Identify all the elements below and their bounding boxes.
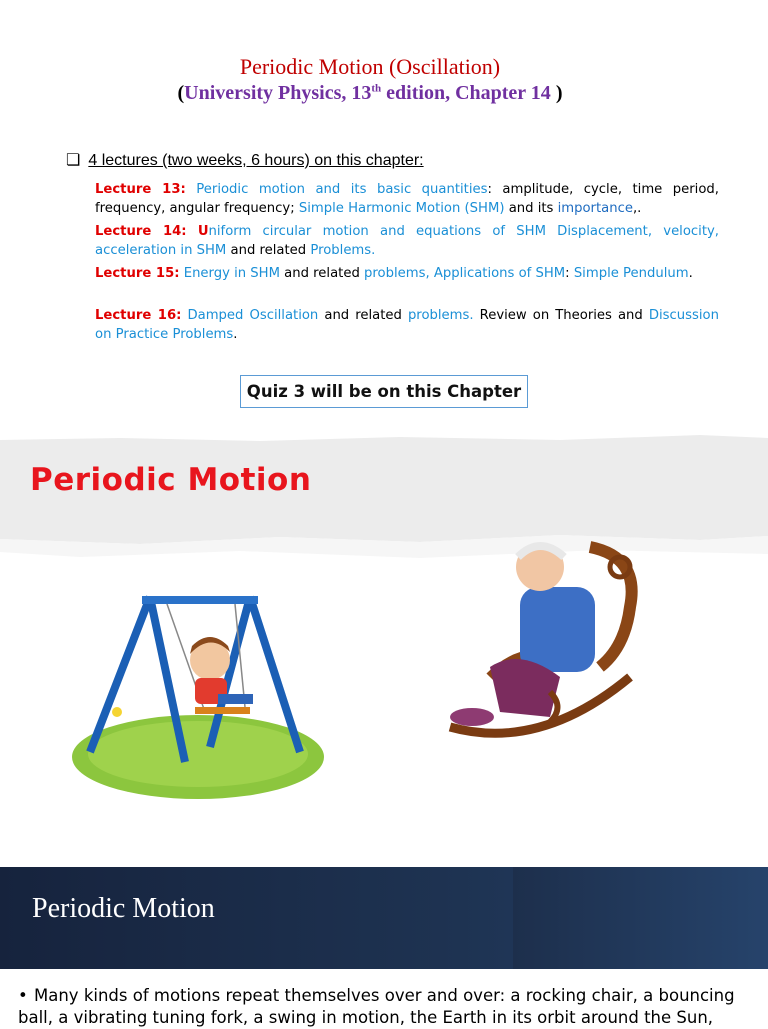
slide-periodic-motion-definition: [0, 867, 768, 1027]
section-heading: Periodic Motion: [30, 462, 312, 498]
rocking-chair-illustration-icon: [430, 527, 650, 742]
subtitle-superscript: th: [371, 82, 382, 95]
lecture-label: Lecture 15:: [95, 266, 180, 281]
lecture-count-text: 4 lectures (two weeks, 6 hours) on this chapter:: [88, 152, 424, 169]
slide-title: Periodic Motion (Oscillation): [239, 54, 501, 79]
lecture-text: and related: [226, 243, 311, 258]
lecture-topic: Problems.: [310, 243, 376, 258]
slide-subtitle: [0, 82, 740, 105]
lecture-topic: problems, Applications of SHM: [364, 266, 566, 281]
slide-lecture-plan: [0, 0, 768, 432]
lecture-15: [95, 264, 719, 283]
subtitle-open-paren: (: [177, 82, 185, 104]
lecture-topic: importance: [557, 201, 633, 216]
lecture-count-bullet: [66, 150, 424, 170]
lecture-initial: U: [197, 224, 209, 239]
lecture-label: Lecture 14:: [95, 224, 187, 239]
lecture-text: and its: [504, 201, 558, 216]
lecture-text: .: [688, 266, 693, 281]
lecture-topic: Energy in SHM: [183, 266, 280, 281]
lecture-text: and related: [318, 308, 408, 323]
lecture-text: .: [233, 327, 238, 342]
lecture-topic: niform circular motion and equations of SHM Displacement, velocity, acceleration in SHM: [95, 224, 719, 258]
definition-bullet: [18, 985, 758, 1029]
bullet-dot-icon: •: [18, 986, 28, 1005]
lecture-topic: Damped Oscillation: [187, 308, 319, 323]
lecture-13: [95, 180, 719, 218]
lecture-topic: problems.: [407, 308, 474, 323]
bullet-text: Many kinds of motions repeat themselves over and over: a rocking chair, a bouncing ball, a vibrating tuning fork, a swing in motion, the Earth in its orbit around the Sun,: [18, 986, 735, 1027]
subtitle-edition: edition, Chapter 14: [381, 82, 551, 104]
lecture-label: Lecture 13:: [95, 182, 186, 197]
subtitle-book: University Physics, 13: [184, 82, 372, 104]
checkbox-bullet-icon: ❏: [66, 152, 81, 169]
lecture-text: and related: [279, 266, 365, 281]
lecture-topic: Periodic motion and its basic quantities: [196, 182, 488, 197]
lecture-16: [95, 306, 719, 344]
subtitle-close-paren: ): [550, 82, 563, 104]
title-banner: [0, 867, 768, 969]
swing-illustration-icon: [70, 582, 330, 802]
lecture-14: [95, 222, 719, 260]
lecture-topic: Simple Pendulum: [573, 266, 689, 281]
lecture-text: ,.: [632, 201, 642, 216]
lecture-text: :: [565, 266, 574, 281]
banner-title: Periodic Motion: [32, 893, 215, 924]
lecture-text: Review on Theories and: [473, 308, 649, 323]
banner-accent: [513, 867, 768, 969]
lecture-text: : amplitude, cycle, time period, frequency, angular frequency;: [95, 182, 719, 216]
lecture-topic: Simple Harmonic Motion (SHM): [298, 201, 505, 216]
lecture-topic: Discussion on Practice Problems: [95, 308, 719, 342]
slide-periodic-motion-images: [0, 432, 768, 867]
quiz-notice-box: Quiz 3 will be on this Chapter: [240, 375, 528, 408]
lecture-label: Lecture 16:: [95, 308, 182, 323]
